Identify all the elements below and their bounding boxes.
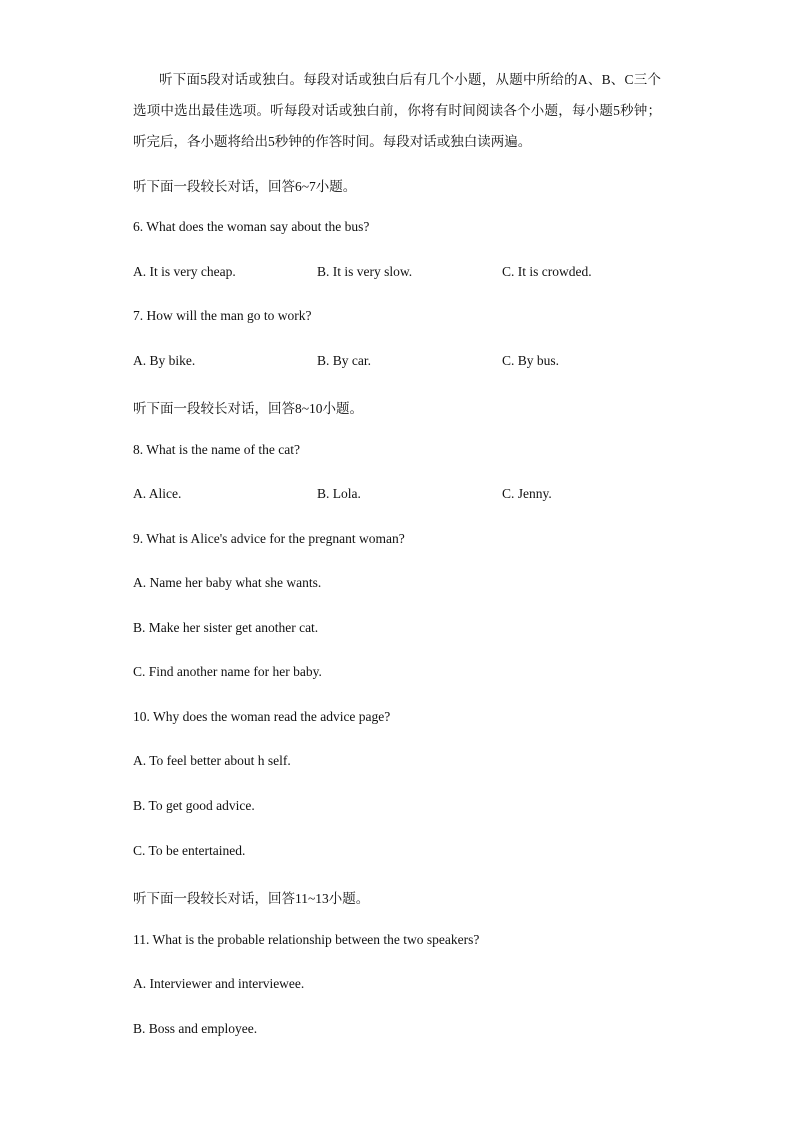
question-stem: 10. Why does the woman read the advice page? — [133, 709, 391, 724]
instructions-paragraph: 听下面5段对话或独白。每段对话或独白后有几个小题，从题中所给的A、B、C三个选项中选出最佳选项。听每段对话或独白前，你将有时间阅读各个小题，每小题5秒钟；听完后，各小题将给出5秒钟的作答时间。每段对话或独白读两遍。 — [133, 72, 661, 149]
option-a: A. To feel better about h self. — [133, 753, 291, 768]
option-c: C. By bus. — [502, 353, 560, 368]
option-b: B. To get good advice. — [133, 798, 255, 813]
question-stem: 11. What is the probable relationship between the two speakers? — [133, 932, 480, 947]
option-b: B. It is very slow. — [317, 264, 413, 279]
option-a: A. Name her baby what she wants. — [133, 575, 322, 590]
section-heading: 听下面一段较长对话，回答6~7小题。 — [133, 179, 357, 194]
option-c: C. To be entertained. — [133, 843, 246, 858]
option-c: C. It is crowded. — [502, 264, 592, 279]
option-a: A. Interviewer and interviewee. — [133, 976, 305, 991]
option-b: B. Boss and employee. — [133, 1021, 258, 1036]
section-heading: 听下面一段较长对话，回答8~10小题。 — [133, 401, 364, 416]
section-heading: 听下面一段较长对话，回答11~13小题。 — [133, 891, 370, 906]
option-a: A. Alice. — [133, 486, 182, 501]
option-b: B. Lola. — [317, 486, 361, 501]
question-stem: 9. What is Alice's advice for the pregnant woman? — [133, 531, 405, 546]
option-a: A. By bike. — [133, 353, 196, 368]
option-a: A. It is very cheap. — [133, 264, 236, 279]
question-stem: 7. How will the man go to work? — [133, 308, 312, 323]
option-b: B. By car. — [317, 353, 371, 368]
question-stem: 8. What is the name of the cat? — [133, 442, 300, 457]
option-b: B. Make her sister get another cat. — [133, 620, 319, 635]
option-c: C. Find another name for her baby. — [133, 664, 322, 679]
question-stem: 6. What does the woman say about the bus? — [133, 219, 370, 234]
option-c: C. Jenny. — [502, 486, 552, 501]
